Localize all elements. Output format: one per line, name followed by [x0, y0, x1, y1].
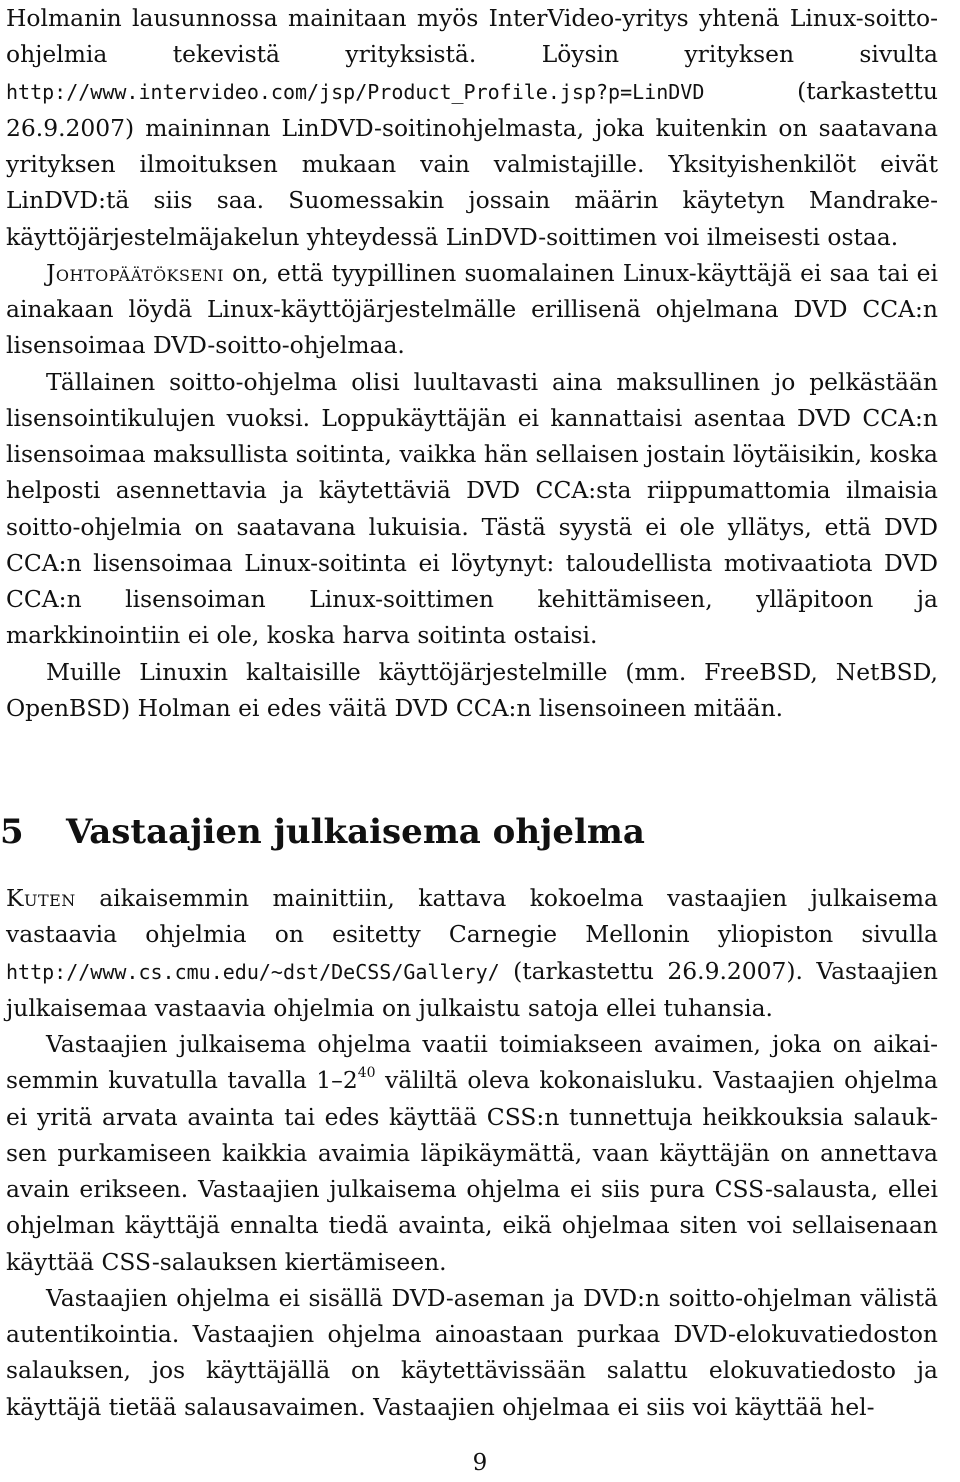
paragraph-text: Vastaajien julkaisema ohjelma vaatii toimiakseen avaimen, joka on aikaisemmin kuvatulla tavalla 1–2: [6, 1030, 938, 1095]
small-caps-lead: Kuten: [6, 884, 76, 912]
paragraph-text: on, että tyypillinen suomalainen Linux-käyttäjä ei saa tai ei ainakaan löydä Linux-käyttöjärjestelmälle erillisenä ohjelmana DVD CCA:n lisensoimaa DVD-soitto-ohjelmaa.: [6, 258, 938, 360]
paragraph-text: (tarkastettu 26.9.2007). Vastaajien julkaisemaa vastaavia ohjelmia on julkaistu satoja ellei tuhansia.: [6, 956, 938, 1022]
paragraph-authentication: Vastaajien ohjelma ei sisällä DVD-aseman ja DVD:n soitto-ohjelman välistä autentikointia. Vastaajien ohjelma ainoastaan purkaa DVD-elokuvatiedoston salauksen, jos käyttäjällä on käytettävissään salattu elokuvatiedosto ja käyttäjä tietää salausavaimen. Vastaajien ohjelmaa ei siis voi käyttää hel-: [6, 1283, 938, 1421]
section-title: Vastaajien julkaisema ohjelma: [66, 812, 645, 852]
document-page: [6, 0, 938, 726]
url-intervideo: http://www.intervideo.com/jsp/Product_Profile.jsp?p=LinDVD: [6, 79, 705, 104]
url-gallery: http://www.cs.cmu.edu/~dst/DeCSS/Gallery/: [6, 959, 500, 984]
section-heading: [0, 810, 645, 854]
paragraph-text: (tarkastettu 26.9.2007) maininnan LinDVD-soitinohjelmasta, joka kuitenkin on saatavana yrityksen ilmoituksen mukaan vain valmistajille. Yksityishenkilöt eivät LinDVD:tä siis saa. Suomessakin jossain määrin käytetyn Mandrake-käyttöjärjestelmäjakelun yhteydessä LinDVD-soittimen voi ilmeisesti ostaa.: [6, 76, 938, 251]
paragraph-pricing: Tällainen soitto-ohjelma olisi luultavasti aina maksullinen jo pelkästään lisensointikulujen vuoksi. Loppukäyttäjän ei kannattaisi asentaa DVD CCA:n lisensoimaa maksullista soitinta, vaikka hän sellaisen jostain löytäisikin, koska helposti asennettavia ja käytettäviä DVD CCA:sta riippumattomia ilmaisia soitto-ohjelmia on saatavana lukuisia. Tästä syystä ei ole yllätys, että DVD CCA:n lisensoimaa Linux-soitinta ei löytynyt: taloudellista motivaatiota DVD CCA:n lisensoiman Linux-soittimen kehittämiseen, ylläpitoon ja markkinointiin ei ole, koska harva soitinta ostaisi.: [6, 367, 938, 650]
paragraph-text: aikaisemmin mainittiin, kattava kokoelma vastaajien julkaisema vastaavia ohjelmia on esitetty Carnegie Mellonin yliopiston sivulla: [6, 884, 938, 949]
exponent: 40: [357, 1065, 376, 1082]
page-number: 9: [472, 1450, 488, 1476]
paragraph-intervideo: [6, 0, 938, 255]
paragraph-conclusion: [6, 255, 938, 364]
paragraph-gallery: [6, 880, 938, 1026]
paragraph-key: [6, 1026, 938, 1280]
paragraph-text: Holmanin lausunnossa mainitaan myös InterVideo-yritys yhtenä Linux-soitto-ohjelmia tekevistä yrityksistä. Löysin yrityksen sivulta: [6, 4, 938, 69]
section-number: 5: [0, 812, 24, 852]
small-caps-lead: Johtopäätökseni: [46, 258, 224, 287]
paragraph-other-os: Muille Linuxin kaltaisille käyttöjärjestelmille (mm. FreeBSD, NetBSD, OpenBSD) Holman ei edes väitä DVD CCA:n lisensoineen mitään.: [6, 657, 938, 722]
paragraph-text: väliltä oleva kokonaisluku. Vastaajien ohjelma ei yritä arvata avainta tai edes käyttää CSS:n tunnettuja heikkouksia salauksen purkamiseen kaikkia avaimia läpikäymättä, vaan käyttäjän on annettava avain erikseen. Vastaajien julkaisema ohjelma ei siis pura CSS-salausta, ellei ohjelman käyttäjä ennalta tiedä avainta, eikä ohjelmaa siten voi sellaisenaan käyttää CSS-salauksen kiertämiseen.: [6, 1066, 938, 1276]
section-body: [6, 880, 938, 1425]
